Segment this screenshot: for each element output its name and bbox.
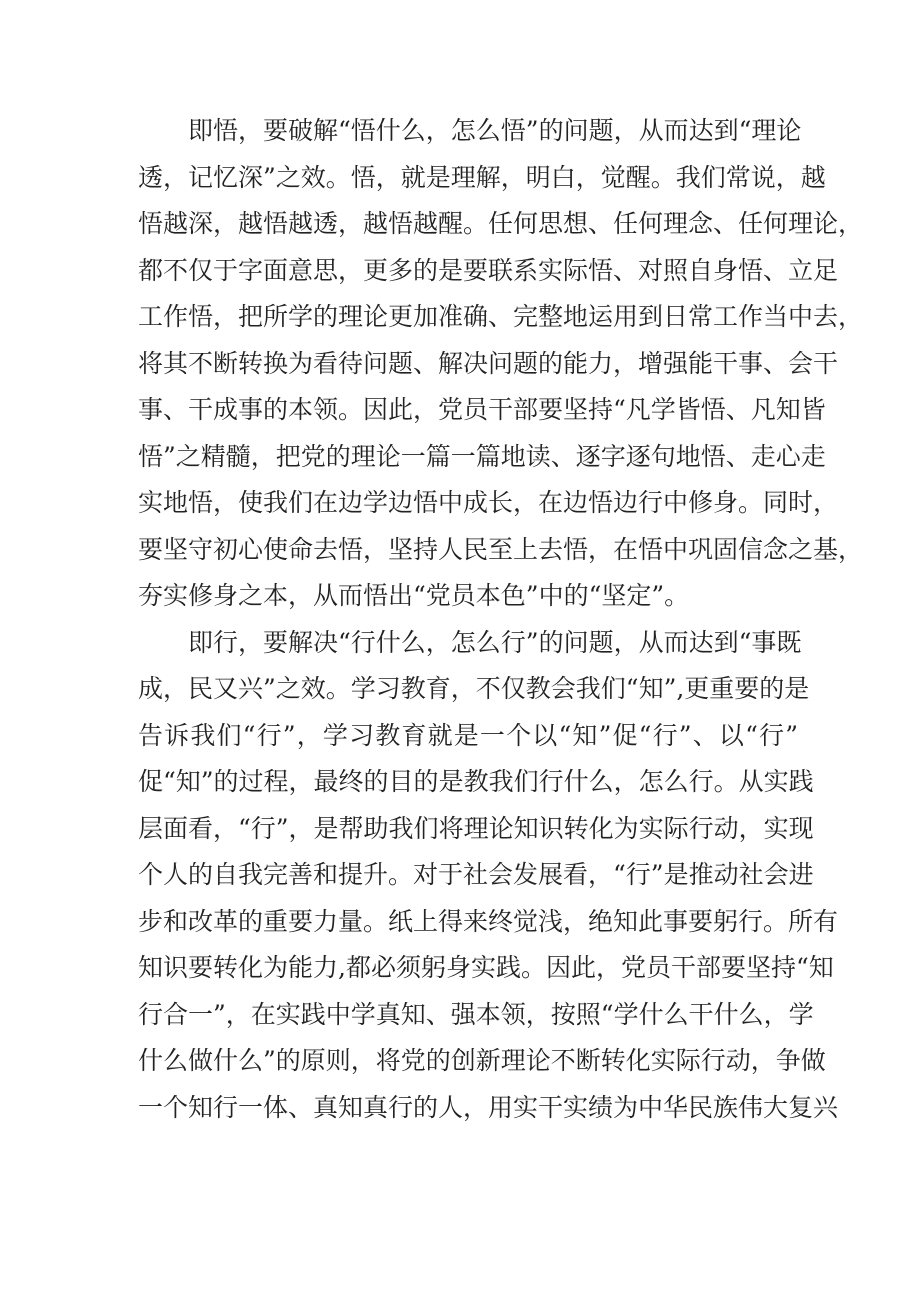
paragraph-1 xyxy=(138,108,864,620)
text-line: 行合一”，在实践中学真知、强本领，按照“学什么干什么，学 xyxy=(138,999,814,1029)
text-line: 工作悟，把所学的理论更加准确、完整地运用到日常工作当中去， xyxy=(138,302,864,331)
text-line: 什么做什么”的原则，将党的创新理论不断转化实际行动，争做 xyxy=(138,1046,826,1075)
text-line: 即悟，要破解“悟什么，怎么悟”的问题，从而达到“理论 xyxy=(188,116,802,145)
text-line: 促“知”的过程，最终的目的是教我们行什么，怎么行。从实践 xyxy=(138,767,814,796)
document-body xyxy=(138,108,864,1131)
text-line: 步和改革的重要力量。纸上得来终觉浅，绝知此事要躬行。所有 xyxy=(138,906,839,936)
text-line: 告诉我们“行”，学习教育就是一个以“知”促“行”、以“行” xyxy=(138,720,798,750)
text-line: 一个知行一体、真知真行的人，用实干实绩为中华民族伟大复兴 xyxy=(138,1092,839,1122)
text-line: 个人的自我完善和提升。对于社会发展看，“行”是推动社会进 xyxy=(138,860,814,889)
text-line: 层面看，“行”，是帮助我们将理论知识转化为实际行动，实现 xyxy=(138,813,814,843)
text-line: 知识要转化为能力,都必须躬身实践。因此，党员干部要坚持“知 xyxy=(138,953,834,982)
text-line: 夯实修身之本，从而悟出“党员本色”中的“坚定”。 xyxy=(138,581,690,610)
text-line: 都不仅于字面意思，更多的是要联系实际悟、对照自身悟、立足 xyxy=(138,255,839,285)
paragraph-2 xyxy=(138,620,839,1132)
text-line: 将其不断转换为看待问题、解决问题的能力，增强能干事、会干 xyxy=(138,348,839,378)
text-line: 事、干成事的本领。因此，党员干部要坚持“凡学皆悟、凡知皆 xyxy=(138,395,826,424)
text-line: 即行，要解决“行什么，怎么行”的问题，从而达到“事既 xyxy=(188,627,802,657)
text-line: 实地悟，使我们在边学边悟中成长，在边悟边行中修身。同时， xyxy=(138,488,839,517)
text-line: 悟”之精髓，把党的理论一篇一篇地读、逐字逐句地悟、走心走 xyxy=(138,441,826,471)
text-line: 成，民又兴”之效。学习教育，不仅教会我们“知”,更重要的是 xyxy=(138,674,810,703)
text-line: 要坚守初心使命去悟，坚持人民至上去悟，在悟中巩固信念之基， xyxy=(138,534,864,564)
text-line: 透，记忆深”之效。悟，就是理解，明白，觉醒。我们常说，越 xyxy=(138,162,826,192)
text-line: 悟越深，越悟越透，越悟越醒。任何思想、任何理念、任何理论， xyxy=(138,209,864,238)
